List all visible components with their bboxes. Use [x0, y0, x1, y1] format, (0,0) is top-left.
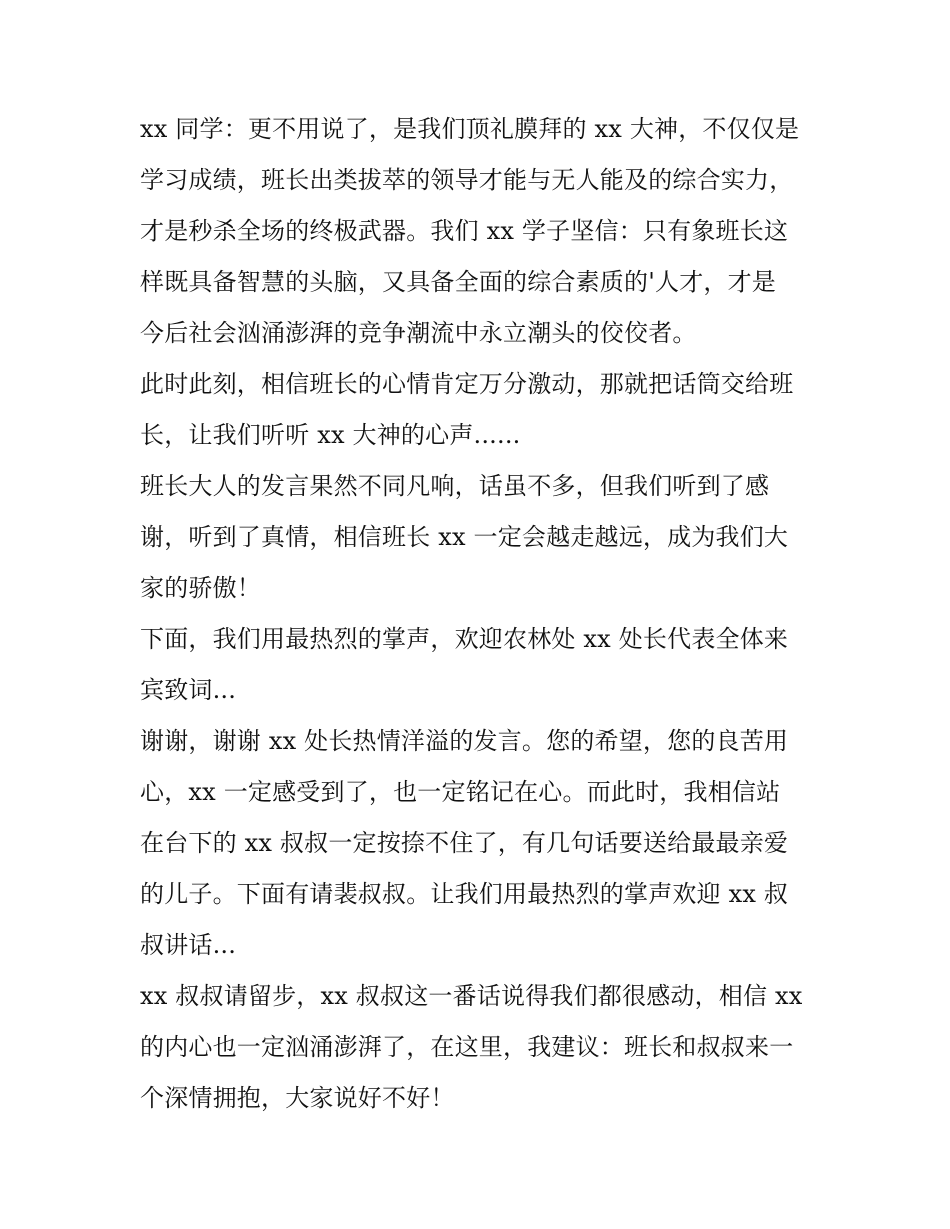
text-line: 谢谢，谢谢 xx 处长热情洋溢的发言。您的希望，您的良苦用 [140, 727, 789, 755]
text-line: 家的骄傲！ [140, 574, 261, 602]
text-line: 下面，我们用最热烈的掌声，欢迎农林处 xx 处长代表全体来 [140, 625, 789, 653]
text-line: xx 叔叔请留步，xx 叔叔这一番话说得我们都很感动，相信 xx [140, 982, 803, 1010]
text-line: 今后社会汹涌澎湃的竞争潮流中永立潮头的佼佼者。 [140, 319, 697, 347]
text-line: 样既具备智慧的头脑，又具备全面的综合素质的'人才，才是 [140, 268, 776, 296]
text-line: 才是秒杀全场的终极武器。我们 xx 学子坚信：只有象班长这 [140, 217, 789, 245]
text-line: 的儿子。下面有请裴叔叔。让我们用最热烈的掌声欢迎 xx 叔 [140, 880, 789, 908]
text-line: 在台下的 xx 叔叔一定按捺不住了，有几句话要送给最最亲爱 [140, 829, 789, 857]
text-line: 叔讲话... [140, 931, 237, 959]
text-line: 个深情拥抱，大家说好不好！ [140, 1084, 455, 1112]
text-line: 长，让我们听听 xx 大神的心声...... [140, 421, 521, 449]
text-line: xx 同学：更不用说了，是我们顶礼膜拜的 xx 大神，不仅仅是 [140, 115, 800, 143]
text-line: 的内心也一定汹涌澎湃了，在这里，我建议：班长和叔叔来一 [140, 1033, 794, 1061]
document-body [140, 104, 820, 1124]
text-line: 宾致词... [140, 676, 237, 704]
text-line: 学习成绩，班长出类拔萃的领导才能与无人能及的综合实力， [140, 166, 794, 194]
text-line: 此时此刻，相信班长的心情肯定万分激动，那就把话筒交给班 [140, 370, 794, 398]
text-line: 班长大人的发言果然不同凡响，话虽不多，但我们听到了感 [140, 472, 770, 500]
text-line: 心，xx 一定感受到了，也一定铭记在心。而此时，我相信站 [140, 778, 781, 806]
text-line: 谢，听到了真情，相信班长 xx 一定会越走越远，成为我们大 [140, 523, 789, 551]
